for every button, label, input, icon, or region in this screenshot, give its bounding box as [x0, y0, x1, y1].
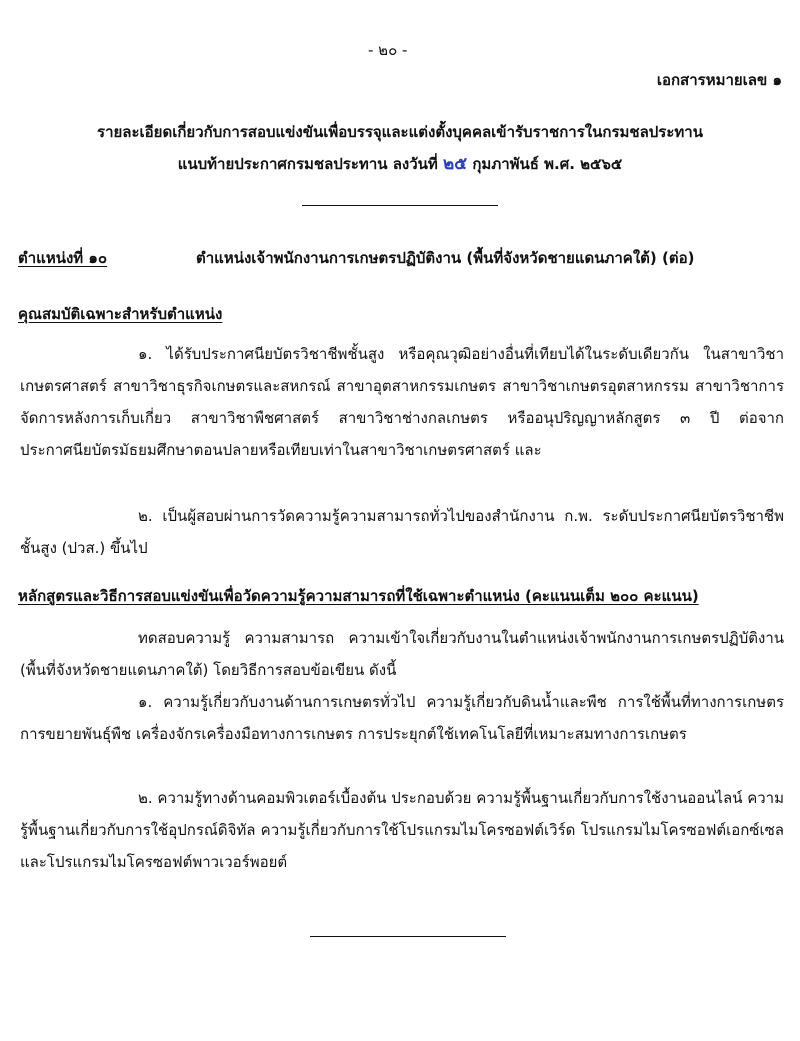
qualifications-heading: คุณสมบัติเฉพาะสำหรับตำแหน่ง: [18, 305, 223, 323]
attachment-label: เอกสารหมายเลข ๑: [656, 71, 782, 89]
document-title-line2: [0, 150, 800, 177]
document-title-line1: รายละเอียดเกี่ยวกับการสอบแข่งขันเพื่อบรรจุและแต่งตั้งบุคคลเข้ารับราชการในกรมชลประทาน: [97, 123, 703, 141]
page-number: - ๒๐ -: [368, 41, 408, 59]
title-divider: [302, 205, 498, 206]
exam-item-1: ๑. ความรู้เกี่ยวกับงานด้านการเกษตรทั่วไป ความรู้เกี่ยวกับดินน้ำและพืช การใช้พื้นที่ทางการเกษตร การขยายพันธุ์พืช เครื่องจักรเครื่องมือทางการเกษตร การประยุกต์ใช้เทคโนโลยีที่เหมาะสมทางการเกษตร: [20, 693, 784, 743]
title-date-prefix: แนบท้ายประกาศกรมชลประทาน ลงวันที่: [177, 155, 438, 173]
qualification-item-2: ๒. เป็นผู้สอบผ่านการวัดความรู้ความสามารถทั่วไปของสำนักงาน ก.พ. ระดับประกาศนียบัตรวิชาชีพชั้นสูง (ปวส.) ขึ้นไป: [20, 507, 784, 557]
exam-intro: ทดสอบความรู้ ความสามารถ ความเข้าใจเกี่ยวกับงานในตำแหน่งเจ้าพนักงานการเกษตรปฏิบัติงาน (พื้นที่จังหวัดชายแดนภาคใต้) โดยวิธีการสอบข้อเขียน ดังนี้: [20, 629, 784, 679]
title-date-suffix: กุมภาพันธ์ พ.ศ. ๒๕๖๕: [472, 155, 623, 173]
position-number-label: ตำแหน่งที่ ๑๐: [18, 249, 108, 267]
exam-item-2: ๒. ความรู้ทางด้านคอมพิวเตอร์เบื้องต้น ประกอบด้วย ความรู้พื้นฐานเกี่ยวกับการใช้งานออนไลน์ ความรู้พื้นฐานเกี่ยวกับการใช้อุปกรณ์ดิจิทัล ความรู้เกี่ยวกับการใช้โปรแกรมไมโครซอฟต์เวิร์ด โปรแกรมไมโครซอฟต์เอกซ์เซล และโปรแกรมไมโครซอฟต์พาวเวอร์พอยต์: [20, 789, 784, 871]
end-divider: [310, 936, 506, 937]
position-name: ตำแหน่งเจ้าพนักงานการเกษตรปฏิบัติงาน (พื้นที่จังหวัดชายแดนภาคใต้) (ต่อ): [196, 249, 695, 267]
qualification-item-1: ๑. ได้รับประกาศนียบัตรวิชาชีพชั้นสูง หรือคุณวุฒิอย่างอื่นที่เทียบได้ในระดับเดียวกัน ในสาขาวิชาเกษตรศาสตร์ สาขาวิชาธุรกิจเกษตรและสหกรณ์ สาขาอุตสาหกรรมเกษตร สาขาวิชาเกษตรอุตสาหกรรม สาขาวิชาการจัดการหลังการเก็บเกี่ยว สาขาวิชาพืชศาสตร์ สาขาวิชาช่างกลเกษตร หรืออนุปริญญาหลักสูตร ๓ ปี ต่อจากประกาศนียบัตรมัธยมศึกษาตอนปลายหรือเทียบเท่าในสาขาวิชาเกษตรศาสตร์ และ: [20, 345, 784, 459]
handwritten-day: ๒๕: [443, 154, 468, 174]
exam-heading: หลักสูตรและวิธีการสอบแข่งขันเพื่อวัดความรู้ความสามารถที่ใช้เฉพาะตำแหน่ง (คะแนนเต็ม ๒๐๐ คะแนน): [18, 587, 699, 605]
